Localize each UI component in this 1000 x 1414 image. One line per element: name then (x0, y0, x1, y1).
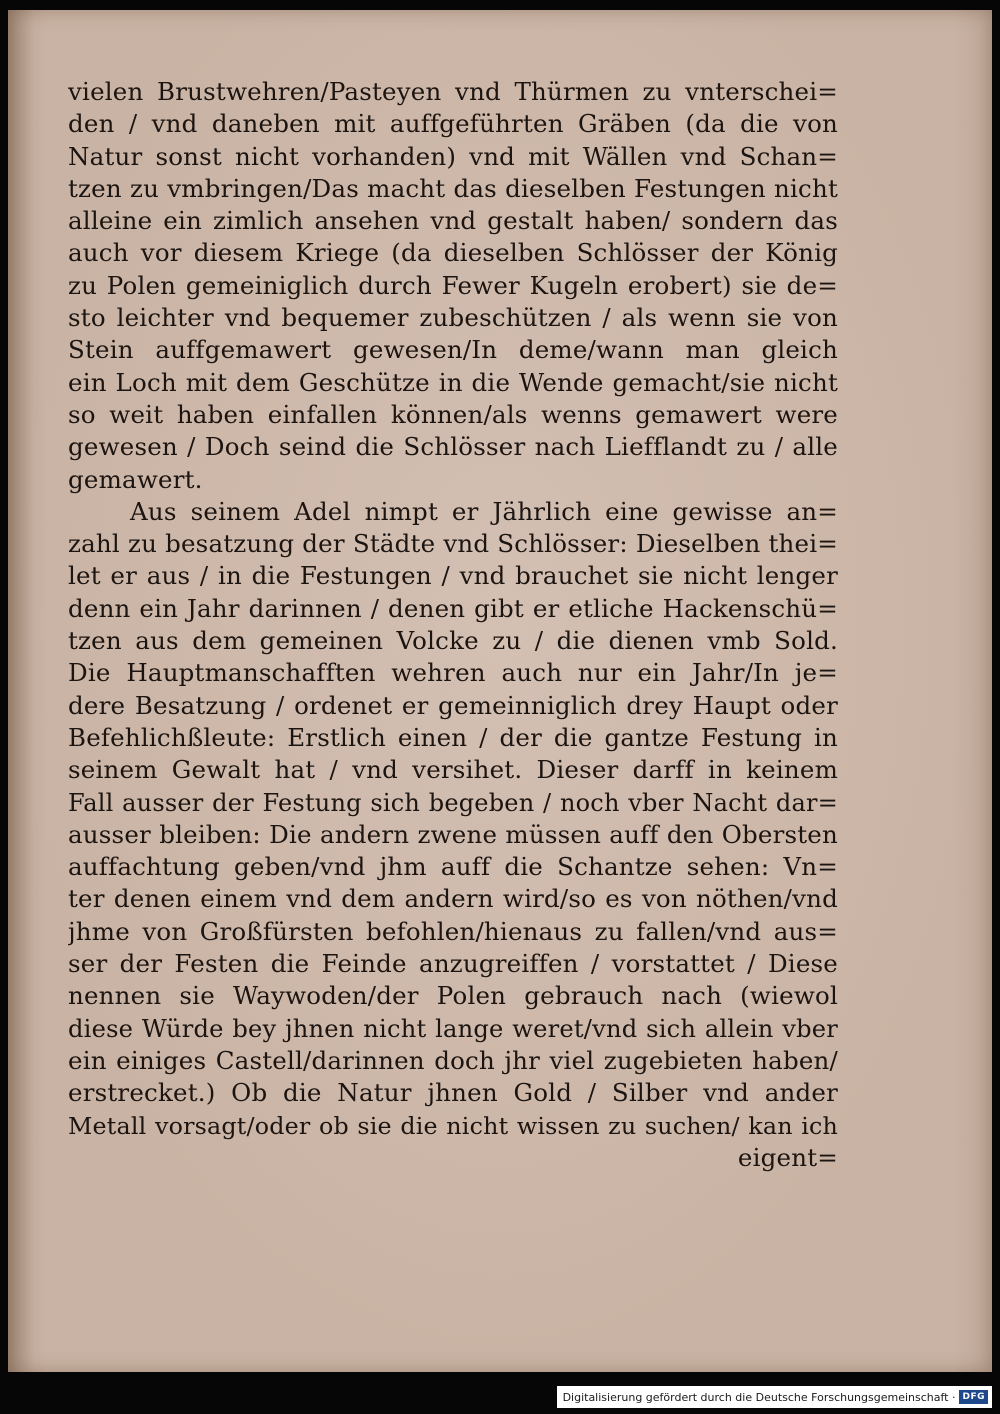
text-line: alleine ein zimlich ansehen vnd gestalt haben/ sondern das (68, 206, 838, 236)
text-line: tzen aus dem gemeinen Volcke zu / die dienen vmb Sold. (68, 626, 838, 656)
text-line: tzen zu vmbringen/Das macht das dieselben Festungen nicht (68, 173, 838, 203)
funding-footer (557, 1386, 992, 1408)
text-line: nennen sie Waywoden/der Polen gebrauch nach (wiewol (68, 981, 838, 1011)
text-line: zu Polen gemeiniglich durch Fewer Kugeln erobert) sie de= (68, 270, 838, 300)
text-line: Metall vorsagt/oder ob sie die nicht wissen zu suchen/ kan ich (68, 1111, 838, 1140)
text-line: ser der Festen die Feinde anzugreiffen / vorstattet / Diese (68, 949, 838, 979)
text-line: gemawert. (68, 464, 203, 494)
text-line: Stein auffgemawert gewesen/In deme/wann man gleich (68, 335, 838, 365)
text-line: zahl zu besatzung der Städte vnd Schlösser: Dieselben thei= (68, 529, 838, 559)
text-line: vielen Brustwehren/Pasteyen vnd Thürmen zu vnterschei= (68, 77, 838, 106)
text-line: ausser bleiben: Die andern zwene müssen auff den Obersten (68, 819, 838, 849)
text-line: gewesen / Doch seind die Schlösser nach Liefflandt zu / alle (68, 432, 838, 462)
text-line: diese Würde bey jhnen nicht lange weret/vnd sich allein vber (68, 1014, 838, 1043)
text-line: ein einiges Castell/darinnen doch jhr viel zugebieten haben/ (68, 1045, 838, 1075)
body-text (68, 76, 838, 1174)
text-line: erstrecket.) Ob die Natur jhnen Gold / Silber vnd ander (68, 1078, 838, 1108)
text-line: auch vor diesem Kriege (da dieselben Schlösser der König (68, 238, 838, 268)
dfg-logo: DFG (959, 1390, 988, 1404)
text-line: seinem Gewalt hat / vnd versihet. Dieser darff in keinem (68, 755, 838, 785)
text-line: let er aus / in die Festungen / vnd brauchet sie nicht lenger (68, 561, 838, 591)
paragraph-start-line: Aus seinem Adel nimpt er Jährlich eine gewisse an= (130, 496, 838, 526)
scanned-page (8, 10, 992, 1372)
page-gutter-shadow (8, 10, 34, 1372)
text-line: auffachtung geben/vnd jhm auff die Schantze sehen: Vn= (68, 852, 838, 882)
text-line: Die Hauptmanschafften wehren auch nur ein Jahr/In je= (68, 658, 838, 688)
text-line: Fall ausser der Festung sich begeben / noch vber Nacht dar= (68, 788, 838, 817)
text-line: ter denen einem vnd dem andern wird/so es von nöthen/vnd (68, 884, 838, 914)
catchword: eigent= (737, 1142, 838, 1172)
text-line: dere Besatzung / ordenet er gemeinniglich drey Haupt oder (68, 690, 838, 720)
text-line: denn ein Jahr darinnen / denen gibt er etliche Hackenschü= (68, 593, 838, 623)
text-line: so weit haben einfallen können/als wenns gemawert were (68, 399, 838, 429)
text-line: den / vnd daneben mit auffgeführten Gräben (da die von (68, 109, 838, 139)
text-line: ein Loch mit dem Geschütze in die Wende gemacht/sie nicht (68, 367, 838, 397)
text-line: sto leichter vnd bequemer zubeschützen / als wenn sie von (68, 303, 838, 333)
funding-credit: Digitalisierung gefördert durch die Deutsche Forschungsgemeinschaft · (562, 1390, 956, 1404)
text-line: jhme von Großfürsten befohlen/hienaus zu fallen/vnd aus= (68, 916, 838, 946)
text-line: Befehlichßleute: Erstlich einen / der die gantze Festung in (68, 722, 838, 752)
text-line: Natur sonst nicht vorhanden) vnd mit Wällen vnd Schan= (68, 141, 838, 171)
